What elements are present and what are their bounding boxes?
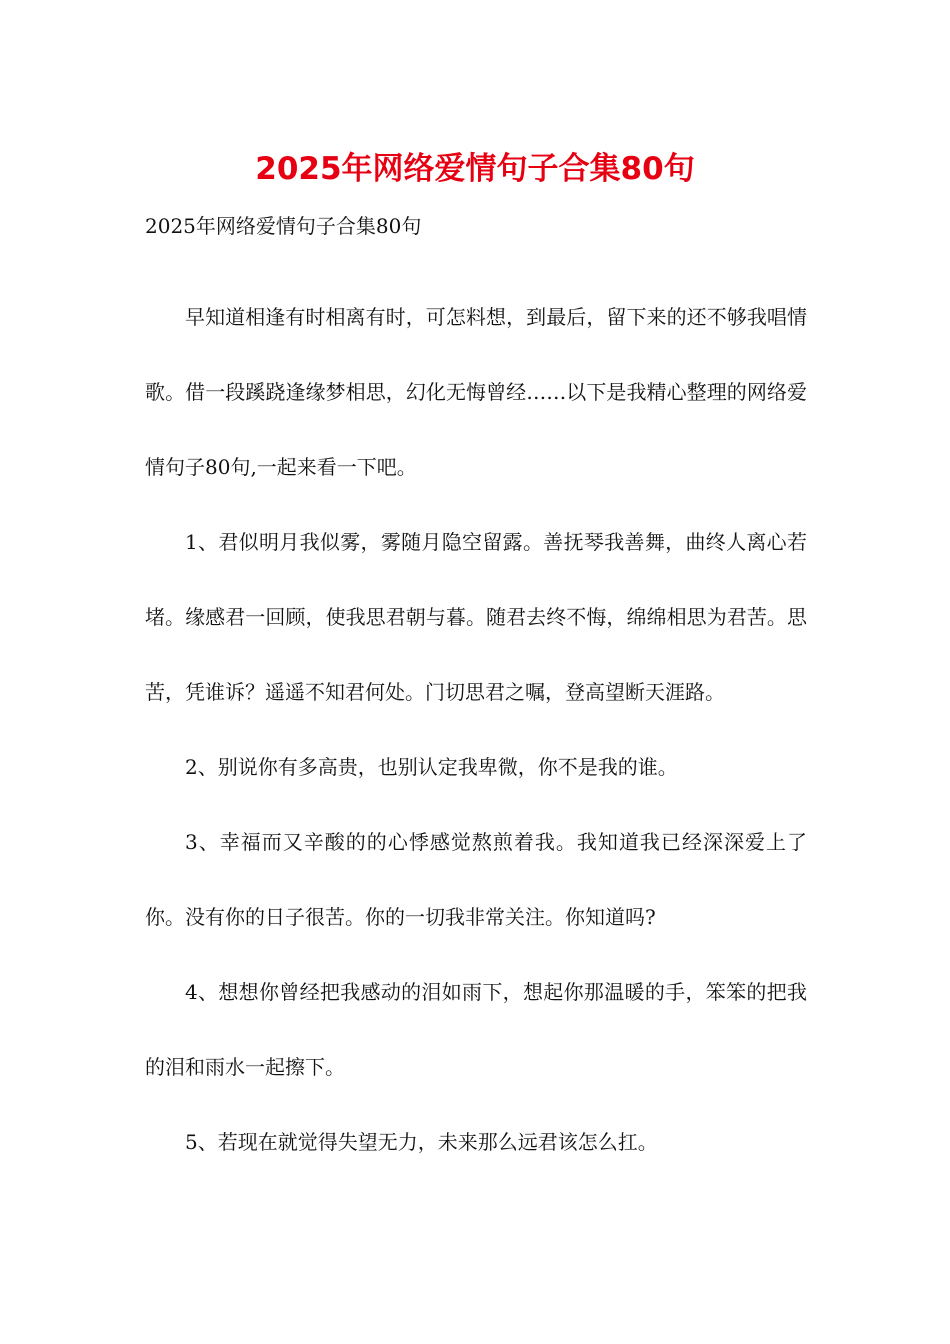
paragraph-item-5: 5、若现在就觉得失望无力，未来那么远君该怎么扛。 — [185, 1130, 658, 1154]
paragraph-item-4: 4、想想你曾经把我感动的泪如雨下，想起你那温暖的手，笨笨的把我的泪和雨水一起擦下。 — [145, 980, 807, 1079]
paragraph-intro: 早知道相逢有时相离有时，可怎料想，到最后，留下来的还不够我唱情歌。借一段蹊跷逢缘梦相思，幻化无悔曾经……以下是我精心整理的网络爱情句子80句,一起来看一下吧。 — [145, 305, 807, 479]
document-body — [145, 280, 807, 1180]
document-subtitle: 2025年网络爱情句子合集80句 — [145, 214, 422, 238]
paragraph-item-1: 1、君似明月我似雾，雾随月隐空留露。善抚琴我善舞，曲终人离心若堵。缘感君一回顾，使我思君朝与暮。随君去终不悔，绵绵相思为君苦。思苦，凭谁诉？遥遥不知君何处。门切思君之嘱，登高望断天涯路。 — [145, 530, 807, 704]
document-title: 2025年网络爱情句子合集80句 — [255, 151, 695, 187]
paragraph-item-3: 3、幸福而又辛酸的的心悸感觉熬煎着我。我知道我已经深深爱上了你。没有你的日子很苦。你的一切我非常关注。你知道吗? — [145, 830, 807, 929]
paragraph-item-2: 2、别说你有多高贵，也别认定我卑微，你不是我的谁。 — [185, 755, 678, 779]
